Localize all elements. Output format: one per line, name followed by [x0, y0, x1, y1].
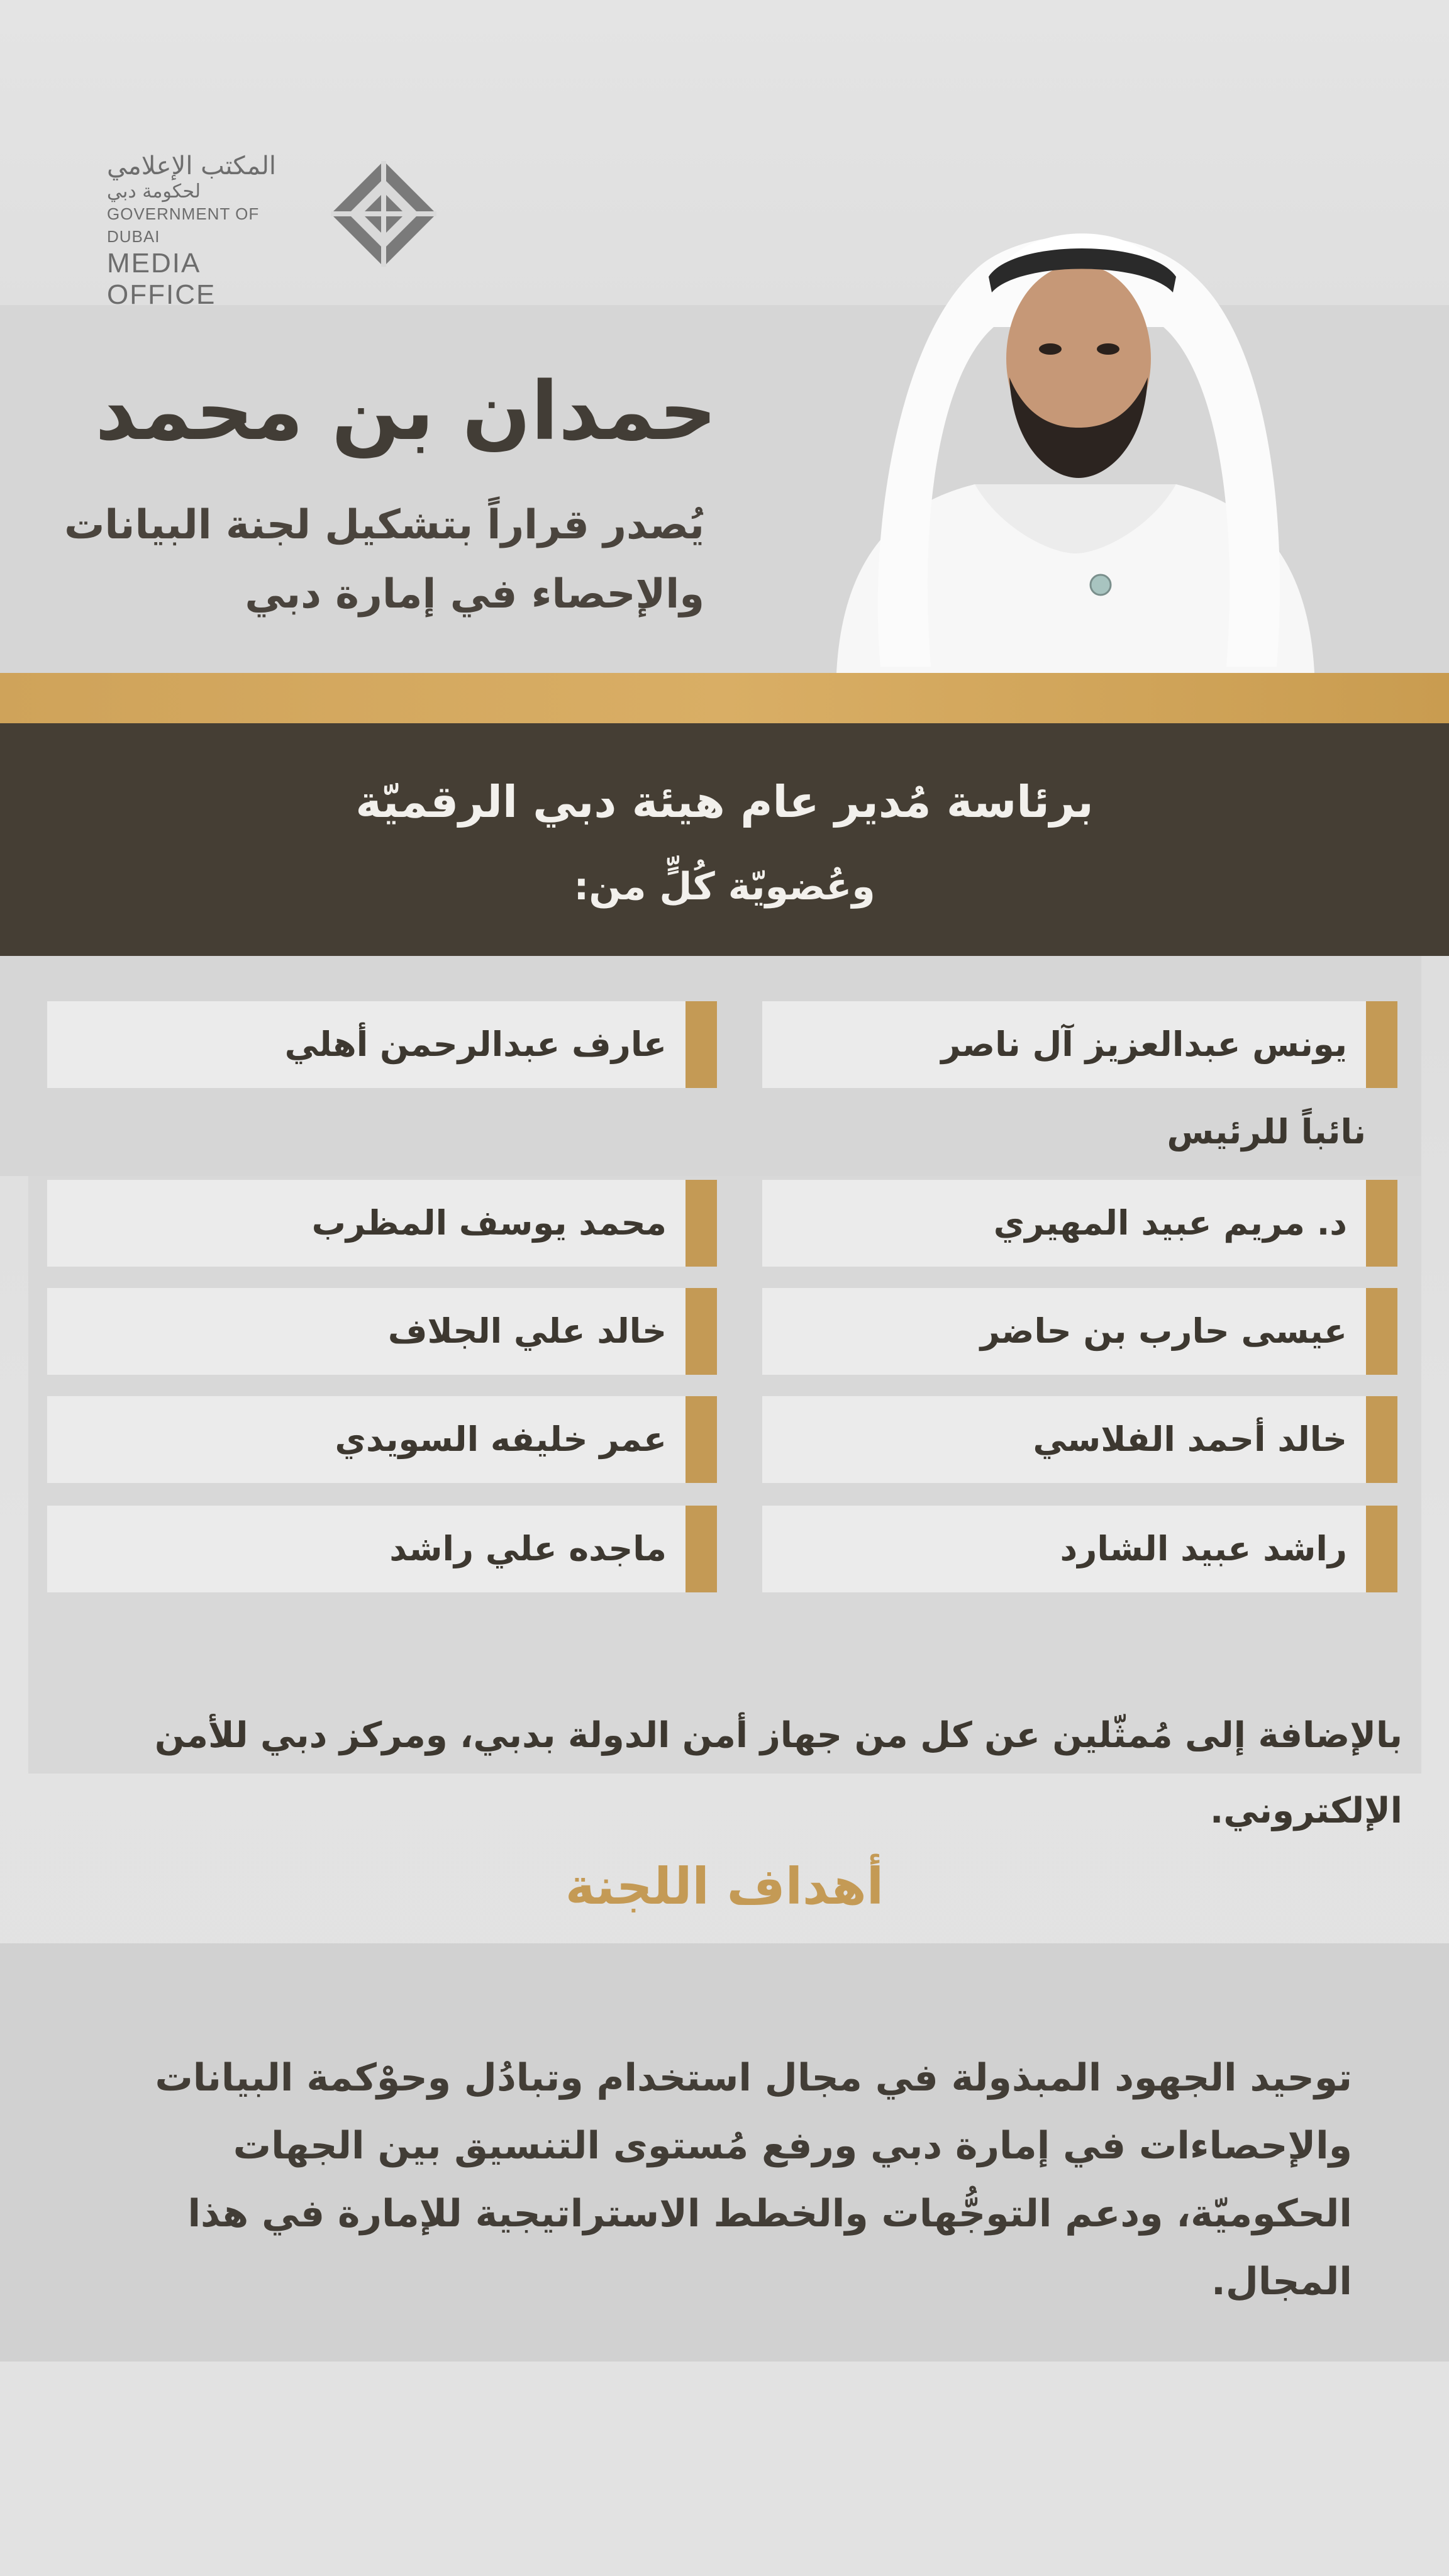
diamond-logo-icon: [327, 157, 440, 270]
card-accent-bar: [686, 1180, 717, 1267]
member-name: خالد علي الجلاف: [387, 1311, 667, 1351]
subtitle-line1: يُصدر قراراً بتشكيل لجنة البيانات: [64, 502, 704, 548]
page-subtitle: [50, 491, 704, 629]
card-accent-bar: [686, 1506, 717, 1592]
member-card: [47, 1506, 717, 1592]
gold-divider: [0, 673, 1449, 723]
committee-band: [0, 723, 1449, 956]
member-name: خالد أحمد الفلاسي: [1033, 1419, 1347, 1459]
vice-chair-label: نائباً للرئيس: [1167, 1112, 1366, 1152]
card-accent-bar: [1366, 1180, 1397, 1267]
member-card: [47, 1001, 717, 1088]
member-card: [47, 1396, 717, 1483]
card-accent-bar: [1366, 1396, 1397, 1483]
card-accent-bar: [686, 1288, 717, 1375]
card-accent-bar: [1366, 1001, 1397, 1088]
chair-line: برئاسة مُدير عام هيئة دبي الرقميّة: [355, 776, 1094, 828]
member-name: عمر خليفه السويدي: [335, 1419, 667, 1459]
member-card: [762, 1001, 1397, 1088]
member-card: [47, 1288, 717, 1375]
logo-arabic-line2: لحكومة دبي: [107, 180, 201, 203]
page-title: حمدان بن محمد: [95, 365, 717, 458]
member-name: عارف عبدالرحمن أهلي: [284, 1024, 667, 1064]
member-name: ماجده علي راشد: [389, 1529, 667, 1568]
logo-english-line2: MEDIA OFFICE: [107, 248, 216, 310]
member-card: [762, 1506, 1397, 1592]
subtitle-line2: والإحصاء في إمارة دبي: [245, 571, 704, 618]
member-card: [762, 1180, 1397, 1267]
logo-english-line1: GOVERNMENT OF DUBAI: [107, 204, 260, 246]
members-line: وعُضويّة كُلٍّ من:: [574, 865, 875, 909]
member-name: يونس عبدالعزيز آل ناصر: [941, 1024, 1347, 1064]
additional-members-note: بالإضافة إلى مُمثّلين عن كل من جهاز أمن الدولة بدبي، ومركز دبي للأمن الإلكتروني.: [154, 1715, 1402, 1831]
goals-text: توحيد الجهود المبذولة في مجال استخدام وتبادُل وحوْكمة البيانات والإحصاءات في إمارة دبي ورفع مُستوى التنسيق بين الجهات الحكوميّة، ودعم التوجُّهات والخطط الاستراتيجية للإمارة في هذا المجال.: [155, 2056, 1352, 2304]
member-name: عيسى حارب بن حاضر: [980, 1311, 1347, 1351]
member-card: [762, 1396, 1397, 1483]
media-office-logo: [107, 151, 447, 310]
portrait-photo: [786, 151, 1365, 673]
logo-arabic-line1: المكتب الإعلامي: [107, 152, 277, 180]
card-accent-bar: [686, 1001, 717, 1088]
card-accent-bar: [686, 1396, 717, 1483]
member-name: محمد يوسف المظرب: [311, 1203, 667, 1243]
member-card: [47, 1180, 717, 1267]
goals-heading: أهداف اللجنة: [565, 1857, 884, 1916]
member-name: د. مريم عبيد المهيري: [993, 1203, 1347, 1243]
member-name: راشد عبيد الشارد: [1060, 1529, 1347, 1568]
card-accent-bar: [1366, 1288, 1397, 1375]
member-card: [762, 1288, 1397, 1375]
logo-text: [107, 151, 308, 311]
card-accent-bar: [1366, 1506, 1397, 1592]
